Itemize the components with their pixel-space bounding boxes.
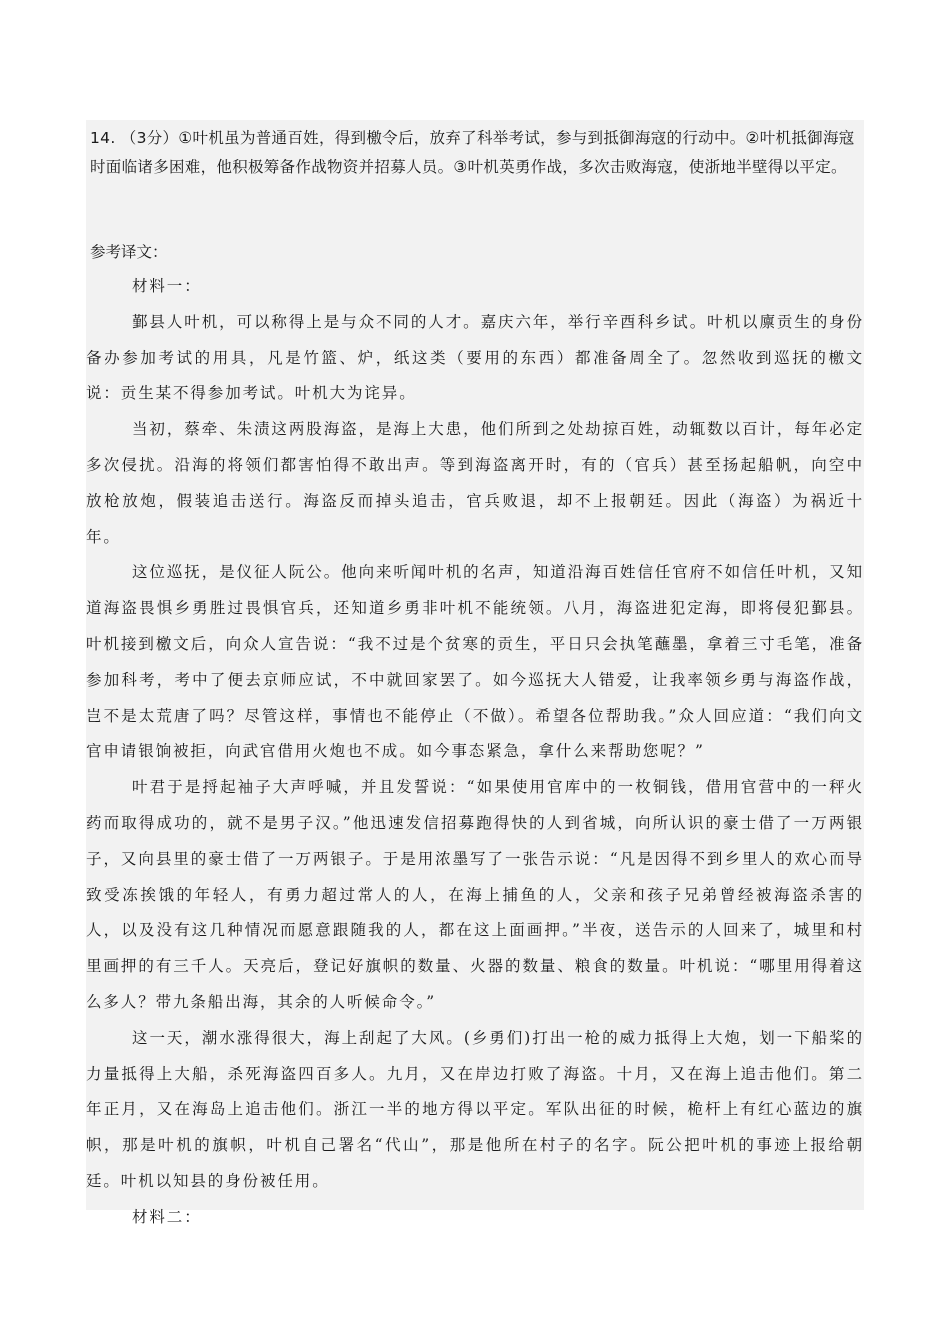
paragraph-pirates: 当初，蔡牵、朱渍这两股海盗，是海上大患，他们所到之处劫掠百姓，动辄数以百计，每年必定多次侵扰。沿海的将领们都害怕得不敢出声。等到海盗离开时，有的（官兵）甚至扬起船帆，向空中放枪放炮，假装追击送行。海盗反而掉头追击，官兵败退，却不上报朝廷。因此（海盗）为祸近十年。: [86, 420, 864, 546]
translation-label: 参考译文：: [90, 243, 168, 261]
paragraph-ye-ji-intro: 鄞县人叶机，可以称得上是与众不同的人才。嘉庆六年，举行辛酉科乡试。叶机以廪贡生的身份备办参加考试的用具，凡是竹篮、炉，纸这类（要用的东西）都准备周全了。忽然收到巡抚的檄文说：贡生某不得参加考试。叶机大为诧异。: [86, 312, 864, 403]
question-number: 14.: [90, 129, 116, 147]
translation-body: [86, 269, 864, 1236]
paragraph-material-one-heading: 材料一：: [132, 277, 202, 295]
question-score: （3分）: [120, 129, 179, 147]
paragraph-recruitment: 叶君于是捋起袖子大声呼喊，并且发誓说：“如果使用官库中的一枚铜钱，借用官营中的一秤火药而取得成功的，就不是男子汉。”他迅速发信招募跑得快的人到省城，向所认识的豪士借了一万两银子，又向县里的豪士借了一万两银子。于是用浓墨写了一张告示说：“凡是因得不到乡里人的欢心而导致受冻挨饿的年轻人，有勇力超过常人的人，在海上捕鱼的人，父亲和孩子兄弟曾经被海盗杀害的人，以及没有这几种情况而愿意跟随我的人，都在这上面画押。”半夜，送告示的人回来了，城里和村里画押的有三千人。天亮后，登记好旗帜的数量、火器的数量、粮食的数量。叶机说：“哪里用得着这么多人？带九条船出海，其余的人听候命令。”: [86, 778, 864, 1011]
answer-block: [90, 124, 860, 182]
document-content: [86, 120, 864, 1226]
answer-text: ①叶机虽为普通百姓，得到檄令后，放弃了科举考试，参与到抵御海寇的行动中。②叶机抵御海寇时面临诸多困难，他积极筹备作战物资并招募人员。③叶机英勇作战，多次击败海寇，使浙地半壁得以平定。: [90, 129, 855, 176]
paragraph-governor: 这位巡抚，是仪征人阮公。他向来听闻叶机的名声，知道沿海百姓信任官府不如信任叶机，又知道海盗畏惧乡勇胜过畏惧官兵，还知道乡勇非叶机不能统领。八月，海盗进犯定海，即将侵犯鄞县。叶机接到檄文后，向众人宣告说：“我不过是个贫寒的贡生，平日只会执笔蘸墨，拿着三寸毛笔，准备参加科考，考中了便去京师应试，不中就回家罢了。如今巡抚大人错爱，让我率领乡勇与海盗作战，岂不是太荒唐了吗？尽管这样，事情也不能停止（不做）。希望各位帮助我。”众人回应道：“我们向文官申请银饷被拒，向武官借用火炮也不成。如今事态紧急，拿什么来帮助您呢？”: [86, 563, 864, 761]
paragraph-material-two-heading: 材料二：: [132, 1207, 202, 1226]
paragraph-battle: 这一天，潮水涨得很大，海上刮起了大风。(乡勇们)打出一枪的威力抵得上大炮，划一下船桨的力量抵得上大船，杀死海盗四百多人。九月，又在岸边打败了海盗。十月，又在海上追击他们。第二年正月，又在海岛上追击他们。浙江一半的地方得以平定。军队出征的时候，桅杆上有红心蓝边的旗帜，那是叶机的旗帜，叶机自己署名“代山”，那是他所在村子的名字。阮公把叶机的事迹上报给朝廷。叶机以知县的身份被任用。: [86, 1028, 864, 1190]
